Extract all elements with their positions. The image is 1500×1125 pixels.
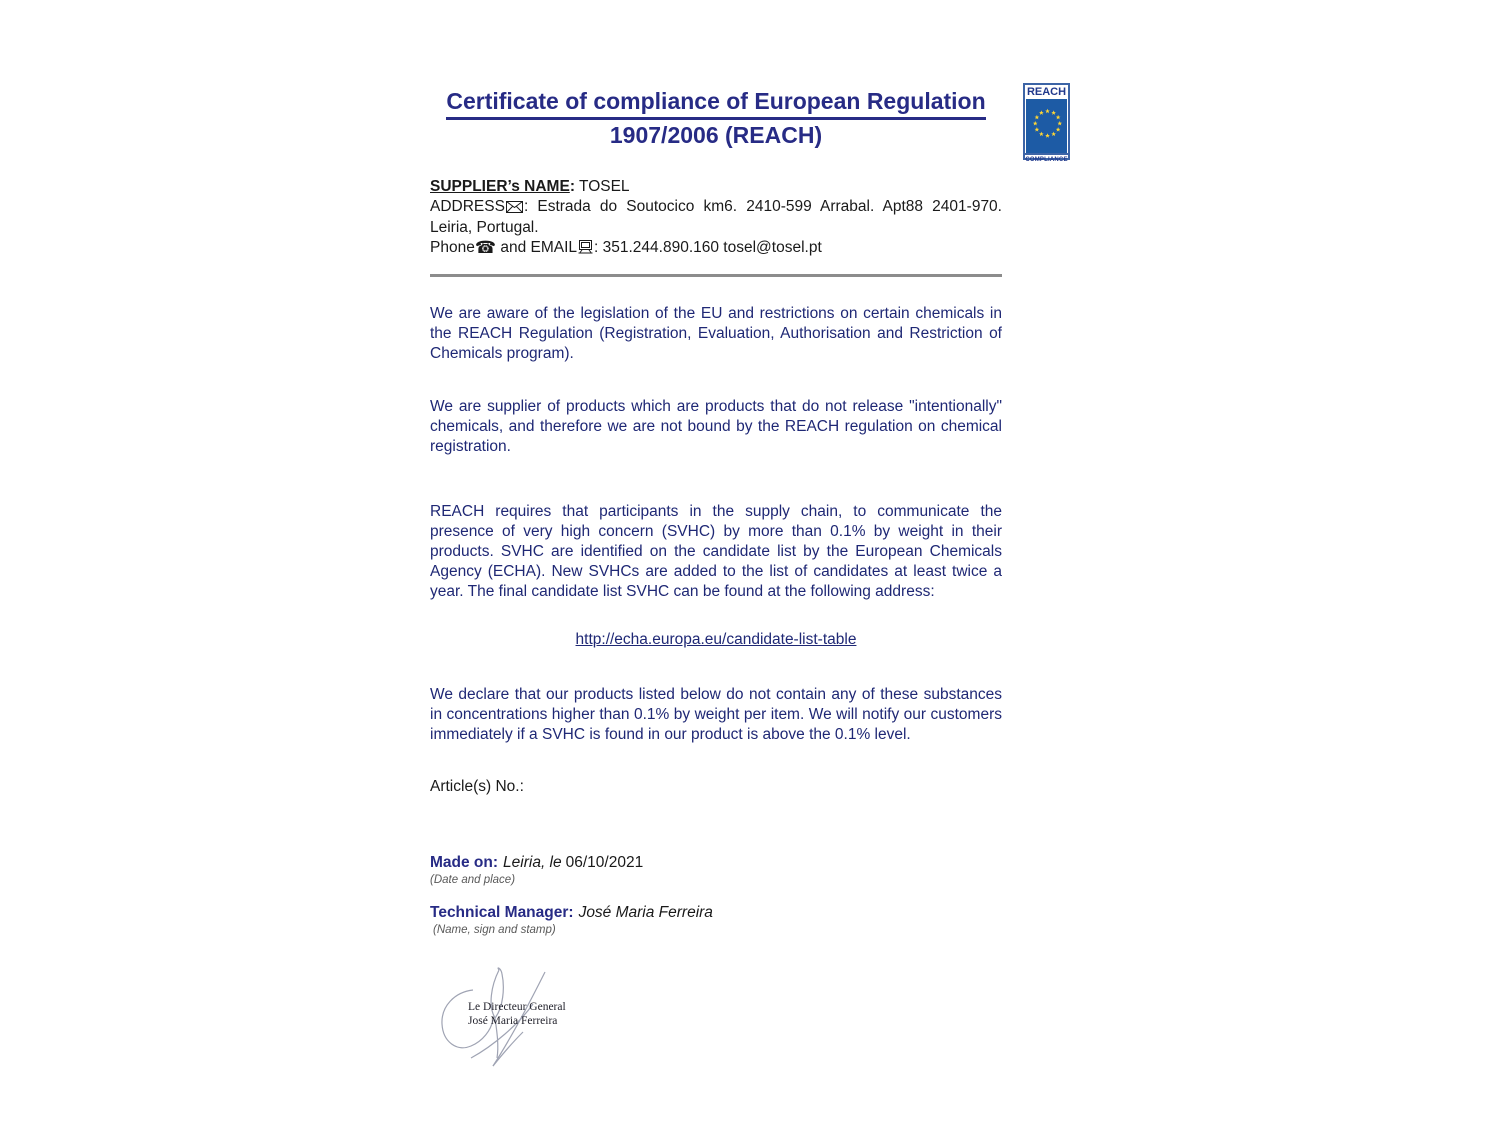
technical-manager-line xyxy=(430,903,1002,923)
paragraph-aware-of-legislation: We are aware of the legislation of the EU and restrictions on certain chemicals in the REACH Regulation (Registration, Evaluation, Authorisation and Restriction of Chemicals program). xyxy=(430,305,1002,362)
made-on-place: Leiria, le xyxy=(503,854,562,871)
address-label: ADDRESS xyxy=(430,197,505,215)
technical-manager-name: José Maria Ferreira xyxy=(578,904,713,921)
made-on-line xyxy=(430,853,1002,873)
articles-no-label: Article(s) No.: xyxy=(430,778,524,795)
envelope-icon xyxy=(506,199,523,219)
eu-flag-stars-icon xyxy=(1026,99,1067,153)
address-value: : Estrada do Soutocico km6. 2410-599 Arrabal. Apt88 2401-970. Leiria, Portugal. xyxy=(430,197,1002,236)
header-separator-line xyxy=(430,274,1002,277)
supplier-name-label: SUPPLIER’s NAME xyxy=(430,178,570,195)
computer-icon xyxy=(578,240,593,260)
contact-value: : 351.244.890.160 tosel@tosel.pt xyxy=(594,238,822,256)
paragraph-reach-requires: REACH requires that participants in the supply chain, to communicate the presence of very high concern (SVHC) by more than 0.1% by weight in their products. SVHC are identified on the candidate list by the European Chemicals Agency (ECHA). New SVHCs are added to the list of candidates at least twice a year. The final candidate list SVHC can be found at the following address: xyxy=(430,503,1002,600)
name-sign-stamp-note: (Name, sign and stamp) xyxy=(433,924,556,936)
supplier-name-colon: : xyxy=(569,178,575,195)
paragraph-supplier-of-products: We are supplier of products which are products that do not release "intentionally" chemicals, and therefore we are not bound by the REACH regulation on chemical registration. xyxy=(430,398,1002,455)
made-on-date: 06/10/2021 xyxy=(565,854,644,871)
logo-reach-label: REACH xyxy=(1026,86,1067,98)
reach-compliance-logo xyxy=(1023,83,1070,163)
candidate-list-link[interactable]: http://echa.europa.eu/candidate-list-table xyxy=(575,631,857,648)
signature-line-2: José Maria Ferreira xyxy=(468,1015,558,1027)
supplier-name-value: TOSEL xyxy=(579,178,630,195)
email-label: and EMAIL xyxy=(500,238,578,256)
made-on-label: Made on: xyxy=(430,854,499,871)
supplier-info-block xyxy=(430,177,1002,259)
phone-icon: ☎ xyxy=(474,237,497,257)
title-line-1: Certificate of compliance of European Regulation xyxy=(446,86,985,120)
date-place-note: (Date and place) xyxy=(430,874,516,886)
phone-label: Phone xyxy=(430,238,475,256)
title-line-2: 1907/2006 (REACH) xyxy=(609,122,823,148)
signature-block xyxy=(435,962,595,1077)
signature-text xyxy=(468,1000,566,1028)
signature-line-1: Le Directeur General xyxy=(468,1001,566,1013)
technical-manager-label: Technical Manager: xyxy=(430,904,574,921)
certificate-body xyxy=(430,86,1002,1077)
paragraph-declaration: We declare that our products listed below do not contain any of these substances in concentrations higher than 0.1% by weight per item. We will notify our customers immediately if a SVHC is found in our product is above the 0.1% level. xyxy=(430,686,1002,743)
candidate-list-link-line xyxy=(430,631,1002,649)
logo-compliance-label: COMPLIANCE xyxy=(1025,153,1068,165)
certificate-title xyxy=(430,86,1002,150)
